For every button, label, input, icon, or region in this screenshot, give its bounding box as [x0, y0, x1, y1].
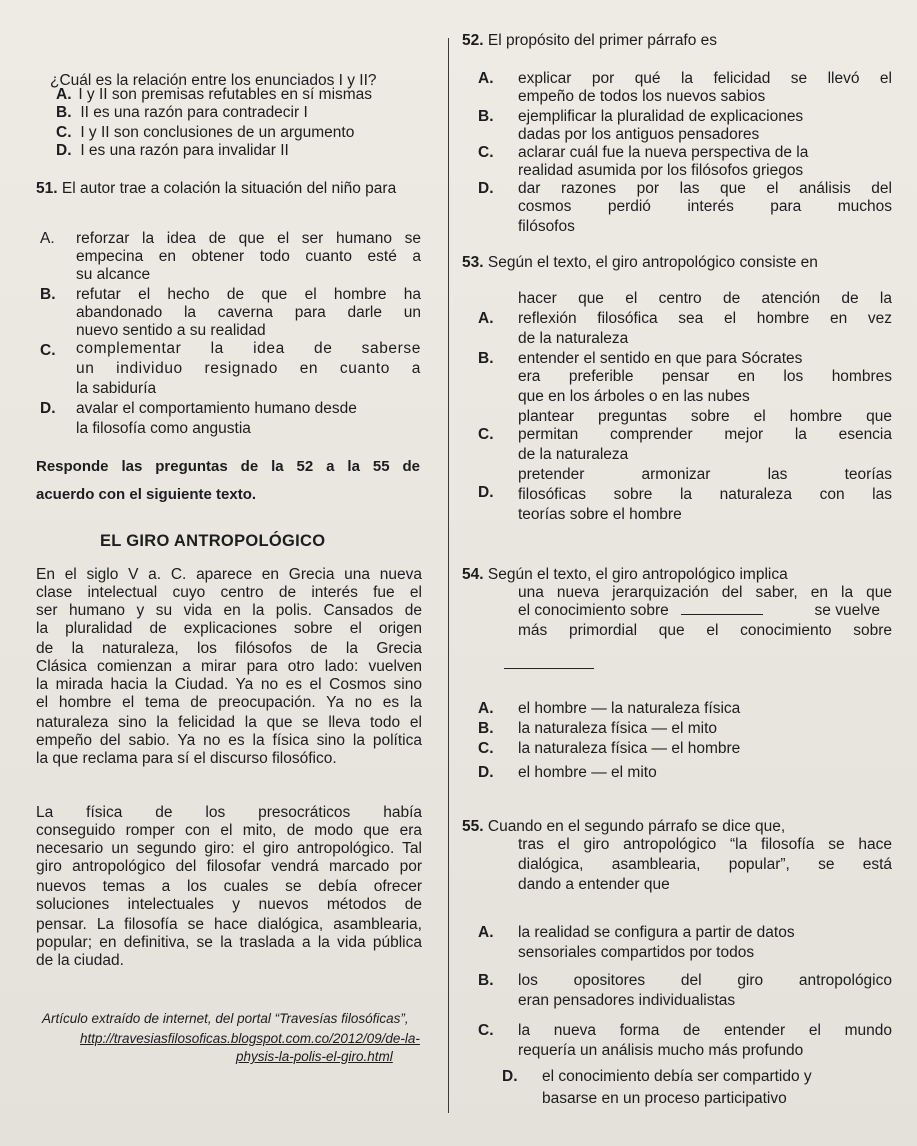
- q55-number: 55.: [462, 818, 484, 835]
- q54-option-a-letter: A.: [478, 700, 494, 717]
- p2-line: pensar. La filosofía se hace dialógica, asamblearia,: [36, 916, 422, 933]
- q53-option-c-line2: permitan comprender mejor la esencia: [518, 426, 892, 443]
- p1-line: la mirada hacia la Ciudad. Ya no es el Cosmos sino: [36, 676, 422, 693]
- q53-option-d-line2: filosóficas sobre la naturaleza con las: [518, 486, 892, 503]
- q52-stem-text: El propósito del primer párrafo es: [487, 32, 718, 49]
- q52-option-b-line2: dadas por los antiguos pensadores: [518, 126, 760, 143]
- q50-option-a-text: I y II son premisas refutables en sí mismas: [78, 86, 373, 103]
- p1-line: naturaleza sino la felicidad la que se lleva todo el: [36, 714, 422, 731]
- q55-option-c-line1: la nueva forma de entender el mundo: [518, 1022, 892, 1039]
- q50-option-c-text: I y II son conclusiones de un argumento: [80, 124, 355, 141]
- p2-line: necesario un segundo giro: el giro antropológico. Tal: [36, 840, 422, 857]
- q55-option-d-line1: el conocimiento debía ser compartido y: [542, 1068, 812, 1085]
- q54-stem-text: Según el texto, el giro antropológico implica: [487, 566, 788, 583]
- q53-option-a-line2: reflexión filosófica sea el hombre en vez: [518, 310, 892, 327]
- q51-option-c-line3: la sabiduría: [76, 380, 157, 397]
- q50-option-c-letter: C.: [56, 124, 72, 141]
- q51-option-c-line1: complementar la idea de saberse: [76, 340, 421, 357]
- q50-stem: ¿Cuál es la relación entre los enunciados I y II?: [50, 72, 377, 89]
- q52-option-c-letter: C.: [478, 144, 494, 161]
- q53-option-b-line2: era preferible pensar en los hombres: [518, 368, 892, 385]
- q51-option-a-line2: empecina en obtener todo cuanto esté a: [76, 248, 421, 265]
- p2-line: popular; en definitiva, se la traslada a la vida pública: [36, 934, 422, 951]
- q54-blank: [681, 602, 763, 615]
- instructions-line1: Responde las preguntas de la 52 a la 55 de: [36, 458, 420, 475]
- q54-stem-line2: una nueva jerarquización del saber, en la que: [518, 584, 892, 601]
- q52-option-d-line3: filósofos: [518, 218, 575, 235]
- q51-option-d-letter: D.: [40, 400, 56, 417]
- q52-option-a-line2: empeño de todos los nuevos sabios: [518, 88, 766, 105]
- q54-option-b-letter: B.: [478, 720, 494, 737]
- p1-line: de la naturaleza, los filósofos de la Grecia: [36, 640, 422, 657]
- q54-answer-blank: [504, 668, 594, 669]
- q54-option-b-text: la naturaleza física — el mito: [518, 720, 718, 737]
- q53-option-d-letter: D.: [478, 484, 494, 501]
- q51-option-d-line2: la filosofía como angustia: [76, 420, 251, 437]
- p2-line: soluciones intelectuales y nuevos métodos de: [36, 896, 422, 913]
- q51-option-c-line2: un individuo resignado en cuanto a: [76, 360, 421, 377]
- q53-option-b-line1: entender el sentido en que para Sócrates: [518, 350, 803, 367]
- q53-option-d-line1: pretender armonizar las teorías: [518, 466, 892, 483]
- q51-option-b-letter: B.: [40, 286, 56, 303]
- p1-line: En el siglo V a. C. aparece en Grecia una nueva: [36, 566, 422, 583]
- q54-stem-line1: [462, 566, 788, 584]
- q54-stem-line3-a: el conocimiento sobre: [518, 602, 669, 619]
- source-link-line2[interactable]: physis-la-polis-el-giro.html: [236, 1049, 393, 1064]
- q53-option-c-line3: de la naturaleza: [518, 446, 629, 463]
- p2-line: giro antropológico del filosofar vendrá marcado por: [36, 858, 422, 875]
- p1-line: clase intelectual cuyo centro de interés fue el: [36, 584, 422, 601]
- p1-line: ser humano y su vida en la polis. Cansados de: [36, 602, 422, 619]
- q55-option-d-letter: D.: [502, 1068, 518, 1085]
- q55-stem-line4: dando a entender que: [518, 876, 670, 893]
- q51-option-b-line2: abandonado la caverna para darle un: [76, 304, 421, 321]
- q55-option-c-line2: requería un análisis mucho más profundo: [518, 1042, 804, 1059]
- q51-option-b-line3: nuevo sentido a su realidad: [76, 322, 266, 339]
- q53-number: 53.: [462, 254, 484, 271]
- q52-option-b-letter: B.: [478, 108, 494, 125]
- q55-option-d-line2: basarse en un proceso participativo: [542, 1090, 787, 1107]
- q51-option-c-letter: C.: [40, 342, 56, 359]
- q51-stem-text: El autor trae a colación la situación del niño para: [61, 180, 397, 197]
- q51-stem: [36, 180, 396, 198]
- q55-option-a-letter: A.: [478, 924, 494, 941]
- q54-option-a-text: el hombre — la naturaleza física: [518, 700, 741, 717]
- q53-option-a-line3: de la naturaleza: [518, 330, 629, 347]
- passage-title: EL GIRO ANTROPOLÓGICO: [100, 532, 326, 550]
- source-link-line1[interactable]: http://travesiasfilosoficas.blogspot.com.co/2012/09/de-la-: [80, 1031, 420, 1046]
- q53-stem: [462, 254, 818, 272]
- q55-option-b-line1: los opositores del giro antropológico: [518, 972, 892, 989]
- p1-line: la que reclama para sí el discurso filosófico.: [36, 750, 337, 767]
- q53-option-c-line1: plantear preguntas sobre el hombre que: [518, 408, 892, 425]
- q50-option-c: [56, 124, 354, 142]
- q51-option-d-line1: avalar el comportamiento humano desde: [76, 400, 357, 417]
- q55-stem-line2: tras el giro antropológico “la filosofía se hace: [518, 836, 892, 853]
- p1-line: empeño del sabio. Ya no es la física sino la política: [36, 732, 422, 749]
- column-divider: [448, 38, 449, 1113]
- q55-stem-line1: [462, 818, 785, 836]
- q52-option-d-line1: dar razones por las que el análisis del: [518, 180, 892, 197]
- q51-option-a-letter: A.: [40, 230, 55, 247]
- p2-line: nuevos temas a los cuales se debía ofrecer: [36, 878, 422, 895]
- q51-option-b-line1: refutar el hecho de que el hombre ha: [76, 286, 421, 303]
- p2-line: La física de los presocráticos había: [36, 804, 422, 821]
- q55-stem-text: Cuando en el segundo párrafo se dice que,: [487, 818, 786, 835]
- q52-option-a-letter: A.: [478, 70, 494, 87]
- q52-option-c-line1: aclarar cuál fue la nueva perspectiva de la: [518, 144, 809, 161]
- q52-option-a-line1: explicar por qué la felicidad se llevó el: [518, 70, 892, 87]
- q53-option-a-letter: A.: [478, 310, 494, 327]
- q55-option-a-line1: la realidad se configura a partir de datos: [518, 924, 795, 941]
- p1-line: el hombre el tema de preocupación. Ya no es la: [36, 694, 422, 711]
- q52-stem: [462, 32, 717, 50]
- q53-option-b-line3: que en los árboles o en las nubes: [518, 388, 750, 405]
- q51-option-a-line3: su alcance: [76, 266, 151, 283]
- q55-option-a-line2: sensoriales compartidos por todos: [518, 944, 755, 961]
- q54-stem-line4: más primordial que el conocimiento sobre: [518, 622, 892, 639]
- instructions-line2: acuerdo con el siguiente texto.: [36, 486, 257, 503]
- q54-option-d-letter: D.: [478, 764, 494, 781]
- q50-option-b: [56, 104, 308, 122]
- q50-option-b-letter: B.: [56, 104, 72, 121]
- q55-option-b-line2: eran pensadores individualistas: [518, 992, 736, 1009]
- q53-option-d-line3: teorías sobre el hombre: [518, 506, 682, 523]
- q53-option-c-letter: C.: [478, 426, 494, 443]
- p2-line: conseguido romper con el mito, de modo que era: [36, 822, 422, 839]
- q55-option-b-letter: B.: [478, 972, 494, 989]
- p1-line: la pluralidad de explicaciones sobre el origen: [36, 620, 422, 637]
- q50-option-a-letter: A.: [56, 86, 72, 103]
- q51-number: 51.: [36, 180, 58, 197]
- q54-option-c-letter: C.: [478, 740, 494, 757]
- source-citation: Artículo extraído de internet, del portal “Travesías filosóficas”,: [42, 1011, 409, 1026]
- q50-option-b-text: II es una razón para contradecir I: [80, 104, 308, 121]
- q54-stem-line3-b: se vuelve: [814, 602, 880, 619]
- q55-option-c-letter: C.: [478, 1022, 494, 1039]
- q54-option-c-text: la naturaleza física — el hombre: [518, 740, 741, 757]
- q50-option-a: [56, 86, 372, 104]
- p2-line: de la ciudad.: [36, 952, 124, 969]
- q52-option-b-line1: ejemplificar la pluralidad de explicaciones: [518, 108, 804, 125]
- p1-line: Clásica comienzan a mirar para otro lado: vuelven: [36, 658, 422, 675]
- q55-stem-line3: dialógica, asamblearia, popular”, se está: [518, 856, 892, 873]
- q52-option-c-line2: realidad asumida por los filósofos griegos: [518, 162, 804, 179]
- q52-number: 52.: [462, 32, 484, 49]
- q54-stem-line3: [518, 602, 892, 620]
- q51-option-a-line1: reforzar la idea de que el ser humano se: [76, 230, 421, 247]
- q52-option-d-line2: cosmos perdió interés para muchos: [518, 198, 892, 215]
- q53-option-a-line1: hacer que el centro de atención de la: [518, 290, 892, 307]
- q54-option-d-text: el hombre — el mito: [518, 764, 657, 781]
- q54-number: 54.: [462, 566, 484, 583]
- q52-option-d-letter: D.: [478, 180, 494, 197]
- q53-stem-text: Según el texto, el giro antropológico consiste en: [487, 254, 818, 271]
- q50-option-d-text: I es una razón para invalidar II: [80, 142, 289, 159]
- q50-option-d-letter: D.: [56, 142, 72, 159]
- q50-option-d: [56, 142, 289, 160]
- q53-option-b-letter: B.: [478, 350, 494, 367]
